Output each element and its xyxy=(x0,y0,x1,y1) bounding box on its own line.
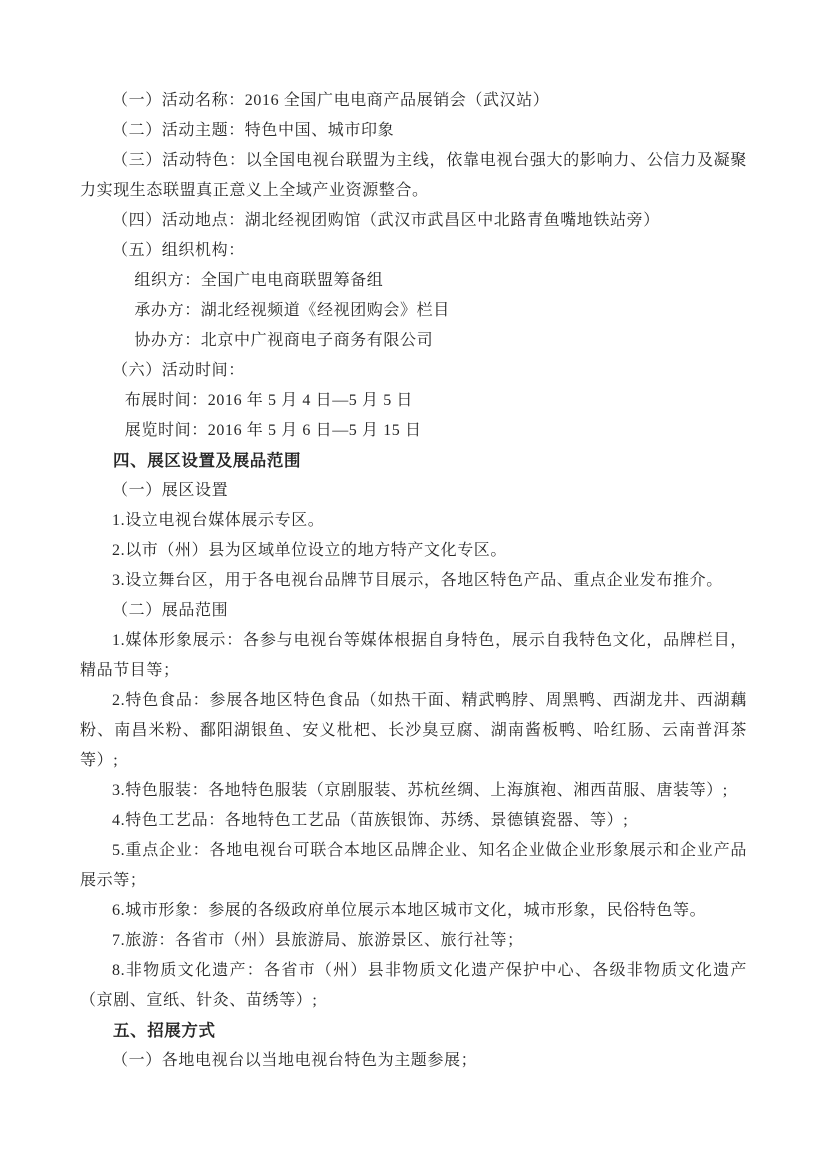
paragraph: 布展时间：2016 年 5 月 4 日—5 月 5 日 xyxy=(124,392,413,409)
paragraph: （五）组织机构： xyxy=(112,242,245,259)
paragraph: 1.设立电视台媒体展示专区。 xyxy=(112,512,325,529)
paragraph: 承办方：湖北经视频道《经视团购会》栏目 xyxy=(134,302,450,319)
paragraph: （二）展品范围 xyxy=(112,602,229,619)
document-content xyxy=(80,86,747,1076)
paragraph: （一）活动名称：2016 全国广电电商产品展销会（武汉站） xyxy=(112,92,550,109)
paragraph: 展览时间：2016 年 5 月 6 日—5 月 15 日 xyxy=(124,422,422,439)
paragraph: 6.城市形象：参展的各级政府单位展示本地区城市文化，城市形象，民俗特色等。 xyxy=(112,902,707,919)
paragraph: 1.媒体形象展示：各参与电视台等媒体根据自身特色，展示自我特色文化，品牌栏目，精品节目等； xyxy=(80,632,747,679)
paragraph: （一）各地电视台以当地电视台特色为主题参展； xyxy=(112,1052,478,1069)
paragraph: （二）活动主题：特色中国、城市印象 xyxy=(112,122,395,139)
section-heading: 五、招展方式 xyxy=(113,1022,216,1040)
paragraph: 2.特色食品：参展各地区特色食品（如热干面、精武鸭脖、周黑鸭、西湖龙井、西湖藕粉、南昌米粉、鄱阳湖银鱼、安义枇杷、长沙臭豆腐、湖南酱板鸭、哈红肠、云南普洱茶等）; xyxy=(80,692,747,769)
paragraph: 协办方：北京中广视商电子商务有限公司 xyxy=(134,332,434,349)
paragraph: 4.特色工艺品：各地特色工艺品（苗族银饰、苏绣、景德镇瓷器、等）; xyxy=(112,812,629,829)
paragraph: （三）活动特色：以全国电视台联盟为主线，依靠电视台强大的影响力、公信力及凝聚力实现生态联盟真正意义上全域产业资源整合。 xyxy=(80,152,747,199)
paragraph: 3.设立舞台区，用于各电视台品牌节目展示，各地区特色产品、重点企业发布推介。 xyxy=(112,572,723,589)
paragraph: （一）展区设置 xyxy=(112,482,229,499)
paragraph: 7.旅游：各省市（州）县旅游局、旅游景区、旅行社等； xyxy=(112,932,524,949)
section-heading: 四、展区设置及展品范围 xyxy=(113,452,302,470)
paragraph: 8.非物质文化遗产：各省市（州）县非物质文化遗产保护中心、各级非物质文化遗产（京剧、宣纸、针灸、苗绣等）; xyxy=(80,962,747,1009)
paragraph: （四）活动地点：湖北经视团购馆（武汉市武昌区中北路青鱼嘴地铁站旁） xyxy=(112,212,660,229)
paragraph: 3.特色服装：各地特色服装（京剧服装、苏杭丝绸、上海旗袍、湘西苗服、唐装等）; xyxy=(112,782,728,799)
paragraph: 组织方：全国广电电商联盟筹备组 xyxy=(134,272,384,289)
paragraph: 2.以市（州）县为区域单位设立的地方特产文化专区。 xyxy=(112,542,508,559)
paragraph: 5.重点企业：各地电视台可联合本地区品牌企业、知名企业做企业形象展示和企业产品展示等； xyxy=(80,842,747,889)
paragraph: （六）活动时间： xyxy=(112,362,245,379)
